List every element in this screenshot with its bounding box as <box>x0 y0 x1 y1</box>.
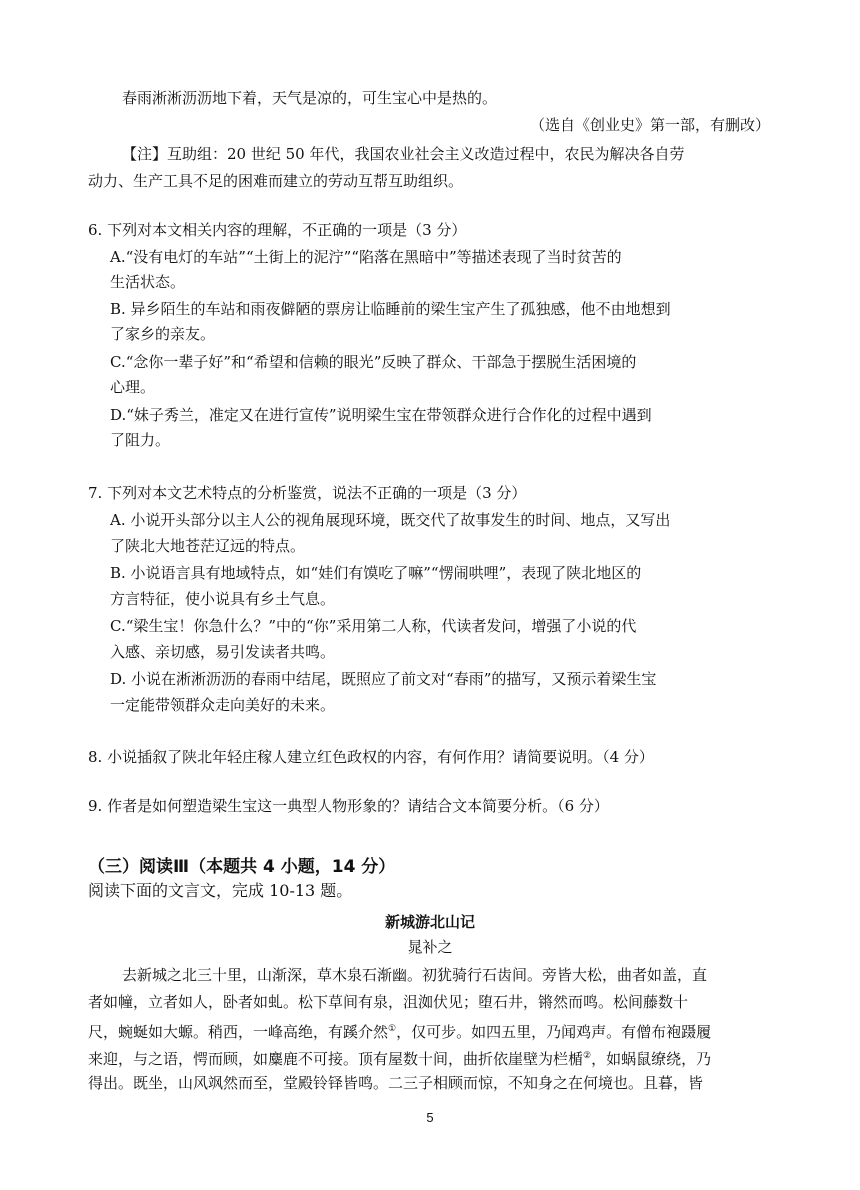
q6-option-c: C.“念你一辈子好”和“希望和信赖的眼光”反映了群众、干部急于摆脱生活困境的 <box>110 353 637 371</box>
text-segment: 尺，蜿蜒如大螈。稍西，一峰高绝，有蹊介然 <box>88 1023 389 1041</box>
classical-text-title: 新城游北山记 <box>384 913 475 931</box>
q6-option-b-cont: 了家乡的亲友。 <box>110 325 216 343</box>
q6-option-d: D.“妹子秀兰，准定又在进行宣传”说明梁生宝在带领群众进行合作化的过程中遇到 <box>110 406 652 424</box>
note-line: 【注】互助组：20 世纪 50 年代，我国农业社会主义改造过程中，农民为解决各自劳 <box>122 145 685 163</box>
q7-option-d: D. 小说在淅淅沥沥的春雨中结尾，既照应了前文对“春雨”的描写，又预示着梁生宝 <box>110 670 657 688</box>
question-9: 9. 作者是如何塑造梁生宝这一典型人物形象的？请结合文本简要分析。（6 分） <box>88 797 609 815</box>
q7-option-a: A. 小说开头部分以主人公的视角展现环境，既交代了故事发生的时间、地点，又写出 <box>110 511 671 529</box>
section-instruction: 阅读下面的文言文，完成 10-13 题。 <box>88 881 353 900</box>
q6-option-a: A.“没有电灯的车站”“土街上的泥泞”“陷落在黑暗中”等描述表现了当时贫苦的 <box>110 248 622 266</box>
question-8: 8. 小说插叙了陕北年轻庄稼人建立红色政权的内容，有何作用？请简要说明。（4 分） <box>88 748 654 766</box>
classical-text-author: 晁补之 <box>407 938 453 956</box>
text-segment: 来迎，与之语，愕而顾，如麋鹿不可接。顶有屋数十间，曲折依崖壁为栏楯 <box>88 1050 584 1068</box>
passage-last-line: 春雨淅淅沥沥地下着，天气是凉的，可生宝心中是热的。 <box>122 89 498 107</box>
footnote-marker: ① <box>388 1024 397 1034</box>
q6-option-b: B. 异乡陌生的车站和雨夜僻陋的票房让临睡前的梁生宝产生了孤独感，他不由地想到 <box>110 300 671 318</box>
classical-text-line <box>88 1045 711 1070</box>
q7-option-c-cont: 入感、亲切感，易引发读者共鸣。 <box>110 643 336 661</box>
text-segment: ，如蜗鼠缭绕，乃 <box>591 1050 712 1068</box>
q7-option-c: C.“梁生宝！你急什么？”中的“你”采用第二人称，代读者发问，增强了小说的代 <box>110 617 637 635</box>
classical-text-line <box>88 1018 711 1043</box>
q7-option-d-cont: 一定能带领群众走向美好的未来。 <box>110 696 336 714</box>
question-7-stem: 7. 下列对本文艺术特点的分析鉴赏，说法不正确的一项是（3 分） <box>88 484 527 502</box>
q6-option-d-cont: 了阻力。 <box>110 431 171 449</box>
q7-option-b-cont: 方言特征，使小说具有乡土气息。 <box>110 590 336 608</box>
passage-source: （选自《创业史》第一部，有删改） <box>529 116 770 134</box>
text-segment: ，仅可步。如四五里，乃闻鸡声。有僧布袍蹑履 <box>396 1023 712 1041</box>
q6-option-a-cont: 生活状态。 <box>110 273 186 291</box>
footnote-marker: ② <box>583 1051 592 1061</box>
q6-option-c-cont: 心理。 <box>110 378 156 396</box>
classical-text-line: 者如幢，立者如人，卧者如虬。松下草间有泉，沮洳伏见；堕石井，锵然而鸣。松间藤数十 <box>88 993 689 1011</box>
note-line: 动力、生产工具不足的困难而建立的劳动互帮互助组织。 <box>88 172 464 190</box>
page-number: 5 <box>426 1110 434 1125</box>
q7-option-a-cont: 了陕北大地苍茫辽远的特点。 <box>110 537 306 555</box>
question-6-stem: 6. 下列对本文相关内容的理解，不正确的一项是（3 分） <box>88 221 467 239</box>
section-heading: （三）阅读Ⅲ（本题共 4 小题，14 分） <box>88 857 396 877</box>
classical-text-line: 去新城之北三十里，山渐深，草木泉石渐幽。初犹骑行石齿间。旁皆大松，曲者如盖，直 <box>122 966 708 984</box>
q7-option-b: B. 小说语言具有地域特点，如“娃们有馍吃了嘛”“愣闹哄哩”，表现了陕北地区的 <box>110 564 642 582</box>
classical-text-line: 得出。既坐，山风飒然而至，堂殿铃铎皆鸣。二三子相顾而惊，不知身之在何境也。且暮，皆 <box>88 1074 704 1092</box>
